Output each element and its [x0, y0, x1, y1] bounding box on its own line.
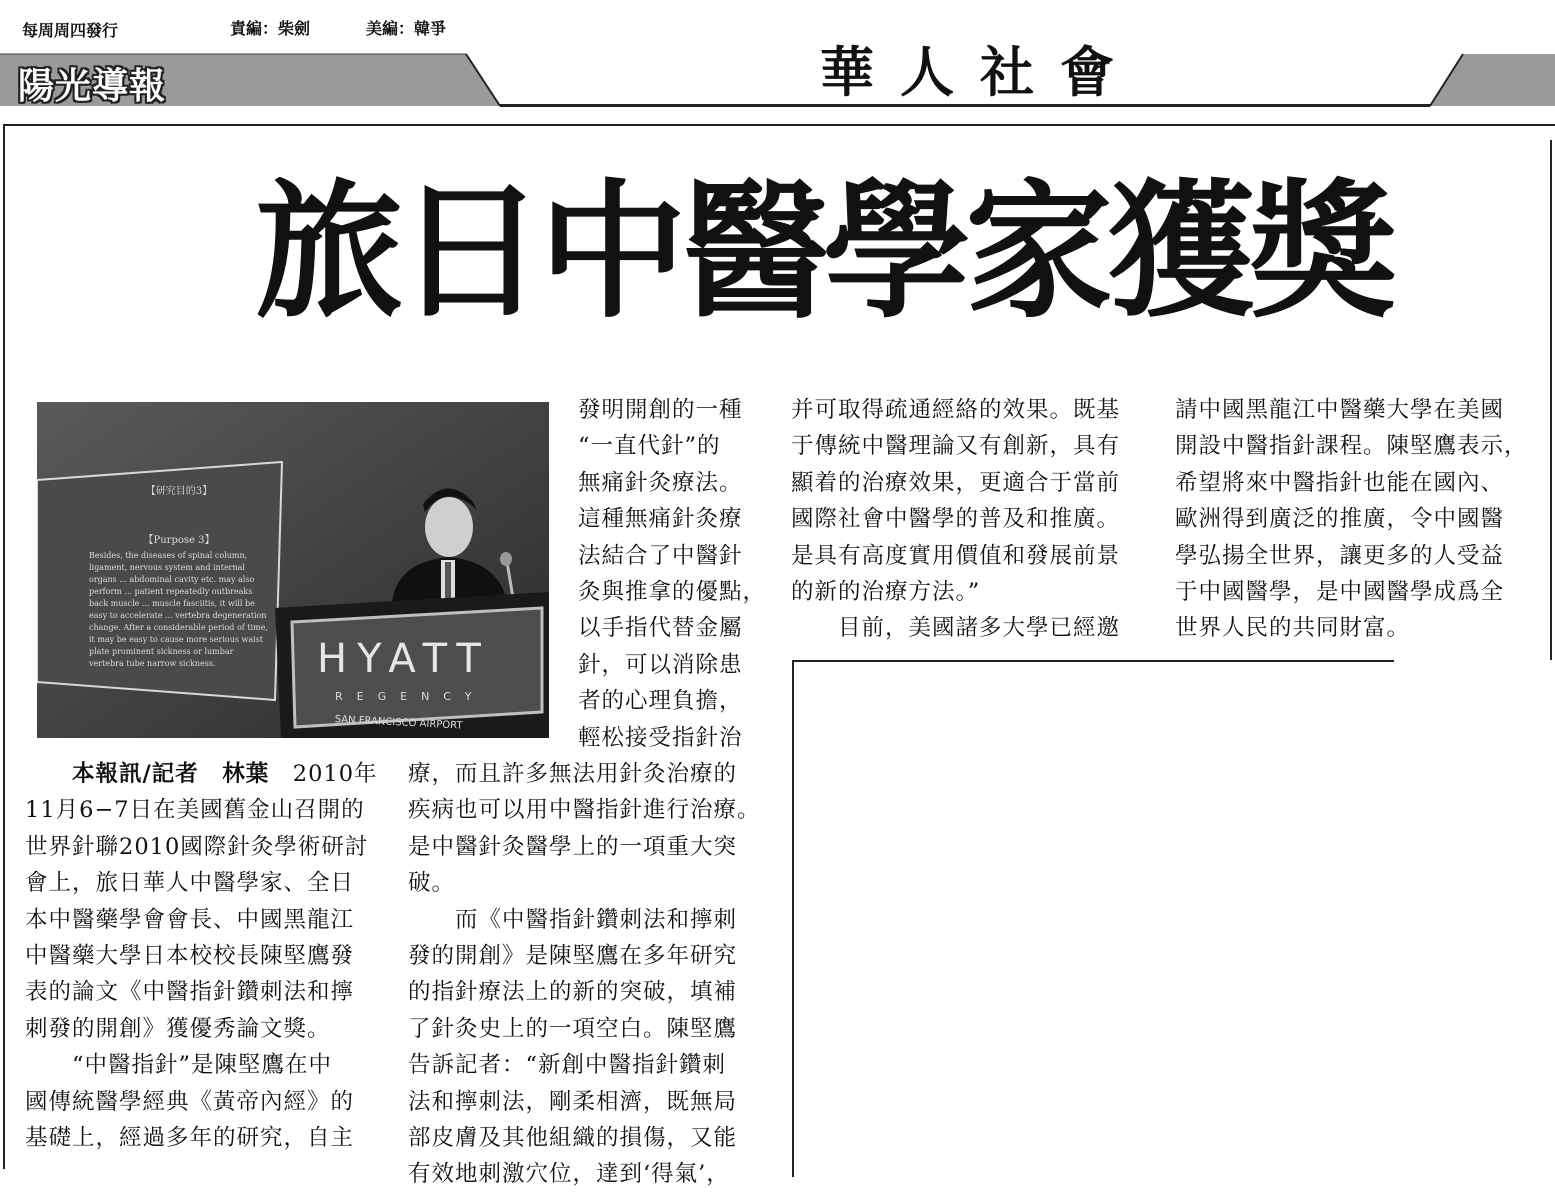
section-title: 華人社會 — [820, 40, 1140, 104]
column-line: 中醫藥大學日本校校長陳堅鷹發 — [25, 943, 355, 970]
column-line: 疾病也可以用中醫指針進行治療。 — [408, 797, 761, 824]
column-line: 希望將來中醫指針也能在國內、 — [1175, 469, 1505, 496]
column-line: 的新的治療方法。” — [791, 579, 981, 606]
column-line: 請中國黑龍江中醫藥大學在美國 — [1175, 397, 1505, 423]
column-line: 世界針聯2010國際針灸學術研討 — [25, 833, 369, 860]
frame-right-rule — [1550, 140, 1552, 660]
weekly-notice: 每周周四發行 — [22, 21, 119, 40]
article-column-3 — [791, 392, 1166, 647]
column-line: 11月6−7日在美國舊金山召開的 — [25, 797, 365, 824]
column-line: 顯着的治療效果，更適合于當前 — [791, 469, 1121, 496]
frame-left-rule — [3, 124, 5, 1169]
article-column-1 — [25, 756, 385, 1156]
column-line: 目前，美國諸多大學已經邀 — [791, 615, 1121, 642]
column-line: 是中醫針灸醫學上的一項重大突破。 — [408, 833, 738, 897]
column-line: 本報訊/記者 林葉 2010年 — [72, 761, 378, 787]
column-line: 而《中醫指針鑽刺法和擰刺 — [408, 906, 738, 933]
column-line: 是具有高度實用價值和發展前景 — [791, 542, 1121, 569]
column-line: 于傳統中醫理論又有創新，具有 — [791, 433, 1121, 460]
column-line: 于中國醫學，是中國醫學成爲全 — [1175, 579, 1505, 606]
podium-location: SAN FRANCISCO AIRPORT — [334, 714, 463, 732]
column-line: 會上，旅日華人中醫學家、全日 — [25, 870, 355, 897]
byline: 本報訊/記者 林葉 — [72, 761, 270, 787]
column-line: 有效地刺激穴位，達到‘得氣’， — [408, 1161, 730, 1188]
column-line: 法和擰刺法，剛柔相濟，既無局 — [408, 1088, 738, 1115]
art-editor-credit: 美編：韓爭 — [366, 19, 447, 38]
column-line: 法結合了中醫針 — [578, 542, 743, 569]
column-line: 這種無痛針灸療 — [578, 506, 743, 533]
screen-heading-cn: 【研究目的3】 — [145, 486, 213, 497]
headline: 旅日中醫學家獲獎 — [255, 166, 1391, 338]
screen-text: Besides, the diseases of spinal column, ligament, nervous system and internal organs ... abdominal cavity etc. may also perform ... patient repeatedly outbreaks back muscle ... muscle fasciitis, it will be easy to accelerate ... vertebra degeneration change. After a considerable period of time, it may be easy to cause more serious waist plate prominent sickness or lumbar vertebra tube narrow sickness. — [89, 551, 268, 668]
column-line: 了針灸史上的一項空白。陳堅鷹 — [408, 1015, 738, 1042]
column-line: 發的開創》是陳堅鷹在多年研究 — [408, 943, 738, 970]
article-column-2-top — [578, 392, 768, 756]
empty-ad-box — [792, 660, 1394, 1177]
column-line: 輕松接受指針治 — [578, 724, 743, 751]
article-photo — [37, 402, 549, 738]
column-line: 國際社會中醫學的普及和推廣。 — [791, 506, 1121, 533]
column-line: 者的心理負擔， — [578, 688, 743, 715]
column-line: 針，可以消除患 — [578, 651, 743, 678]
column-line: 世界人民的共同財富。 — [1175, 615, 1411, 642]
paper-logo: 陽光導報 — [18, 66, 167, 107]
article-column-2-bottom — [408, 756, 783, 1193]
column-line: 學弘揚全世界，讓更多的人受益 — [1175, 542, 1505, 569]
column-line: 開設中醫指針課程。陳堅鷹表示， — [1175, 433, 1528, 460]
column-line: 并可取得疏通經絡的效果。既基 — [791, 397, 1121, 423]
podium-sub: REGENCY — [335, 690, 486, 703]
screen-heading-en: 【Purpose 3】 — [143, 535, 215, 546]
column-line: 療，而且許多無法用針灸治療的 — [408, 761, 738, 787]
editor-credit: 責編：柴劍 — [230, 19, 311, 38]
column-line: 基礎上，經過多年的研究，自主 — [25, 1125, 355, 1152]
frame-top-rule — [3, 124, 1555, 126]
column-line: 發明開創的一種 — [578, 397, 743, 423]
column-line: 表的論文《中醫指針鑽刺法和擰 — [25, 979, 355, 1006]
column-line: 無痛針灸療法。 — [578, 469, 743, 496]
column-line: 以手指代替金屬 — [578, 615, 743, 642]
podium-brand: HYATT — [317, 636, 491, 682]
column-line: “一直代針”的 — [578, 433, 721, 460]
masthead-band — [0, 46, 1555, 108]
column-line: 部皮膚及其他組織的損傷，又能 — [408, 1125, 738, 1152]
column-line: “中醫指針”是陳堅鷹在中 — [25, 1052, 333, 1079]
column-line: 國傳統醫學經典《黃帝內經》的 — [25, 1088, 355, 1115]
article-column-4 — [1175, 392, 1550, 647]
column-line: 告訴記者：“新創中醫指針鑽刺 — [408, 1052, 727, 1079]
column-line: 灸與推拿的優點， — [578, 579, 767, 606]
column-line: 本中醫藥學會會長、中國黑龍江 — [25, 906, 355, 933]
column-line: 的指針療法上的新的突破，填補 — [408, 979, 738, 1006]
column-line: 歐洲得到廣泛的推廣，令中國醫 — [1175, 506, 1505, 533]
column-line: 刺發的開創》獲優秀論文獎。 — [25, 1015, 331, 1042]
